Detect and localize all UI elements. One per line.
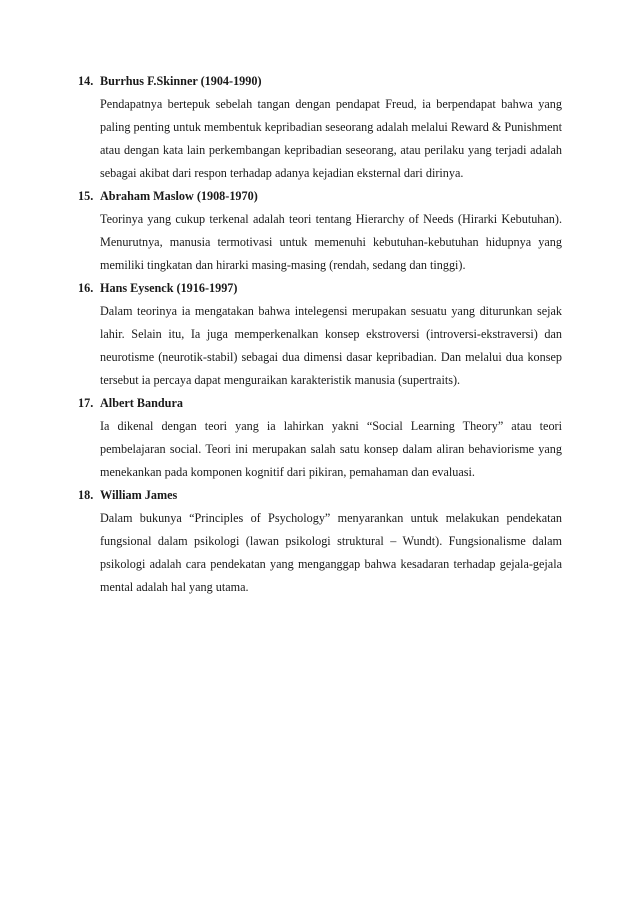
entry-body: Dalam teorinya ia mengatakan bahwa intelegensi merupakan sesuatu yang diturunkan sejak lahir. Selain itu, Ia juga memperkenalkan konsep ekstroversi (introversi-ekstraversi) dan neurotisme (neurotik-stabil) sebagai dua dimensi dasar kepribadian. Dan melalui dua konsep tersebut ia percaya dapat menguraikan karakteristik manusia (supertraits). bbox=[100, 304, 562, 387]
entry-body: Pendapatnya bertepuk sebelah tangan dengan pendapat Freud, ia berpendapat bahwa yang paling penting untuk membentuk kepribadian seseorang adalah melalui Reward & Punishment atau dengan kata lain perkembangan kepribadian seseorang, atau perilaku yang terjadi adalah sebagai akibat dari respon terhadap adanya kejadian eksternal dari dirinya. bbox=[100, 97, 562, 180]
entry-body: Teorinya yang cukup terkenal adalah teori tentang Hierarchy of Needs (Hirarki Kebutuhan). Menurutnya, manusia termotivasi untuk memenuhi kebutuhan-kebutuhan hidupnya yang memiliki tingkatan dan hirarki masing-masing (rendah, sedang dan tinggi). bbox=[100, 212, 562, 272]
entry-number: 17. bbox=[78, 396, 94, 410]
entry-title: Albert Bandura bbox=[100, 396, 183, 410]
entry-heading bbox=[78, 484, 562, 507]
entry-heading bbox=[78, 70, 562, 93]
entry-title: William James bbox=[100, 488, 178, 502]
entry-heading bbox=[78, 277, 562, 300]
entry-title: Burrhus F.Skinner (1904-1990) bbox=[100, 74, 262, 88]
entry-number: 15. bbox=[78, 189, 94, 203]
entry-number: 16. bbox=[78, 281, 94, 295]
list-item bbox=[78, 70, 562, 185]
entry-title: Abraham Maslow (1908-1970) bbox=[100, 189, 258, 203]
entry-body: Dalam bukunya “Principles of Psychology” menyarankan untuk melakukan pendekatan fungsional dalam psikologi (lawan psikologi struktural – Wundt). Fungsionalisme dalam psikologi adalah cara pendekatan yang menganggap bahwa kesadaran terhadap gejala-gejala mental adalah hal yang utama. bbox=[100, 511, 562, 594]
entry-number: 14. bbox=[78, 74, 94, 88]
list-item bbox=[78, 484, 562, 599]
entry-number: 18. bbox=[78, 488, 94, 502]
entry-body: Ia dikenal dengan teori yang ia lahirkan yakni “Social Learning Theory” atau teori pembelajaran social. Teori ini merupakan salah satu konsep dalam aliran behaviorisme yang menekankan pada komponen kognitif dari pikiran, pemahaman dan evaluasi. bbox=[100, 419, 562, 479]
document-content bbox=[78, 70, 562, 599]
list-item bbox=[78, 185, 562, 277]
entry-heading bbox=[78, 392, 562, 415]
list-item bbox=[78, 392, 562, 484]
entry-heading bbox=[78, 185, 562, 208]
list-item bbox=[78, 277, 562, 392]
entry-title: Hans Eysenck (1916-1997) bbox=[100, 281, 238, 295]
